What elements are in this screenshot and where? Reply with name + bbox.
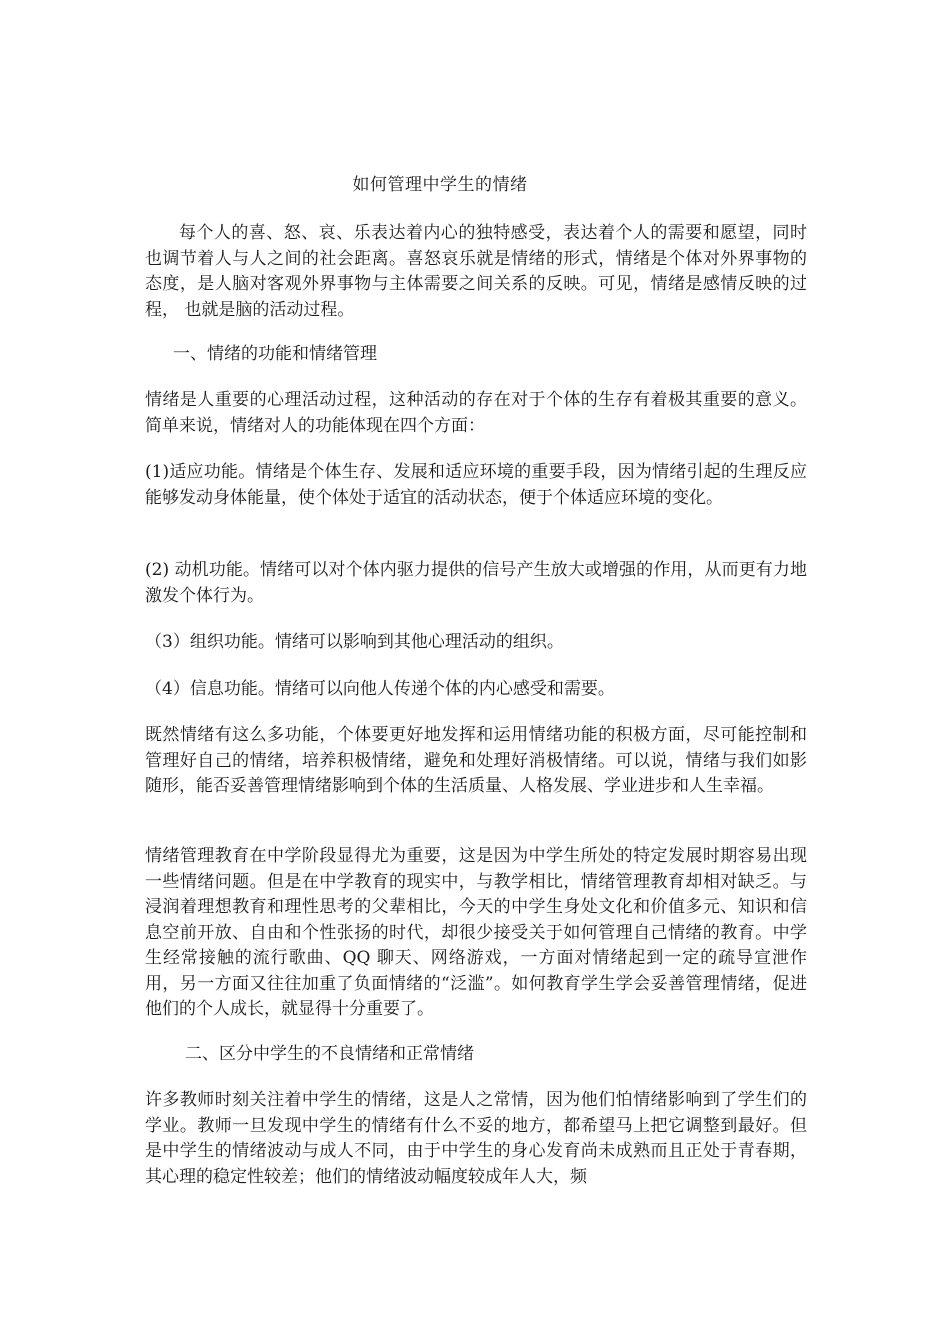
function-4-paragraph: （4）信息功能。情绪可以向他人传递个体的内心感受和需要。 [145, 679, 615, 699]
function-2-paragraph: (2) 动机功能。情绪可以对个体内驱力提供的信号产生放大或增强的作用，从而更有力地激发个体行为。 [145, 560, 807, 606]
section-1-paragraph-3: 情绪管理教育在中学阶段显得尤为重要，这是因为中学生所处的特定发展时期容易出现一些情绪问题。但是在中学教育的现实中，与教学相比，情绪管理教育却相对缺乏。与浸润着理想教育和理性思考的父辈相比，今天的中学生身处文化和价值多元、知识和信息空前开放、自由和个性张扬的时代，却很少接受关于如何管理自己情绪的教育。中学生经常接触的流行歌曲、QQ 聊天、网络游戏，一方面对情绪起到一定的疏导宣泄作用，另一方面又往往加重了负面情绪的“泛滥”。如何教育学生学会妥善管理情绪，促进他们的个人成长，就显得十分重要了。 [145, 846, 807, 1019]
function-3-paragraph: （3）组织功能。情绪可以影响到其他心理活动的组织。 [145, 632, 564, 652]
intro-paragraph: 每个人的喜、怒、哀、乐表达着内心的独特感受，表达着个人的需要和愿望，同时也调节着人与人之间的社会距离。喜怒哀乐就是情绪的形式，情绪是个体对外界事物的态度，是人脑对客观外界事物与主体需要之间关系的反映。可见，情绪是感情反映的过程， 也就是脑的活动过程。 [145, 223, 807, 320]
section-1-paragraph-1: 情绪是人重要的心理活动过程，这种活动的存在对于个体的生存有着极其重要的意义。简单来说，情绪对人的功能体现在四个方面： [145, 390, 807, 436]
document-title: 如何管理中学生的情绪 [352, 175, 528, 195]
function-1-paragraph: (1)适应功能。情绪是个体生存、发展和适应环境的重要手段，因为情绪引起的生理反应能够发动身体能量，使个体处于适宜的活动状态，便于个体适应环境的变化。 [145, 462, 807, 508]
section-1-paragraph-2: 既然情绪有这么多功能，个体要更好地发挥和运用情绪功能的积极方面，尽可能控制和管理好自己的情绪，培养积极情绪，避免和处理好消极情绪。可以说，情绪与我们如影随形，能否妥善管理情绪影响到个体的生活质量、人格发展、学业进步和人生幸福。 [145, 725, 807, 796]
section-2-paragraph-1: 许多教师时刻关注着中学生的情绪，这是人之常情，因为他们怕情绪影响到了学生们的学业。教师一旦发现中学生的情绪有什么不妥的地方，都希望马上把它调整到最好。但是中学生的情绪波动与成人不同，由于中学生的身心发育尚未成熟而且正处于青春期，其心理的稳定性较差；他们的情绪波动幅度较成年人大，频 [145, 1090, 807, 1187]
section-2-heading: 二、区分中学生的不良情绪和正常情绪 [185, 1044, 474, 1064]
section-1-heading: 一、情绪的功能和情绪管理 [173, 344, 377, 364]
